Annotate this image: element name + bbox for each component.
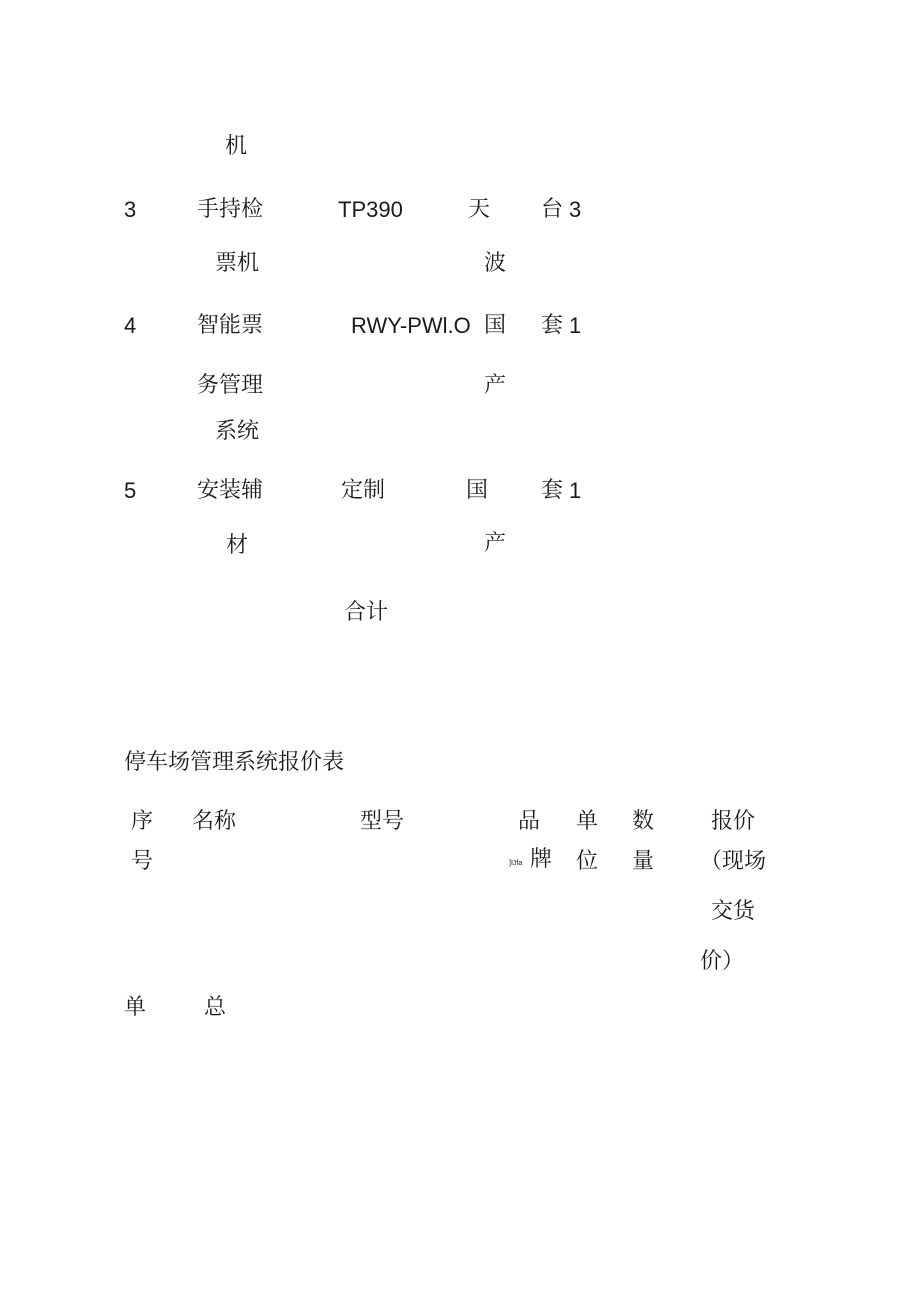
header-model: 型号 <box>360 809 405 834</box>
row-4-unit: 套 <box>541 313 564 338</box>
header-no-line1: 序 <box>131 809 154 834</box>
row-4-no: 4 <box>124 313 137 338</box>
row-3-qty: 3 <box>569 197 582 222</box>
row-fragment-name: 机 <box>225 134 248 159</box>
row-3-brand-line1: 天 <box>468 197 491 222</box>
header-qty-line2: 量 <box>632 849 655 874</box>
header-unit-line2: 位 <box>576 849 599 874</box>
row-4-name-line3: 系统 <box>215 419 260 444</box>
header-price-line2: （现场 <box>700 849 767 874</box>
row-5-brand-line2: 产 <box>484 531 507 556</box>
total-label: 合计 <box>344 600 389 625</box>
row-4-name-line1: 智能票 <box>197 313 264 338</box>
row-5-unit: 套 <box>541 478 564 503</box>
subheader-total-price: 总 <box>204 995 227 1020</box>
row-4-qty: 1 <box>569 313 582 338</box>
header-price-line4: 价） <box>700 949 745 974</box>
row-3-model: TP390 <box>338 197 403 222</box>
row-3-name-line2: 票机 <box>215 251 260 276</box>
row-5-brand-line1: 国 <box>466 478 489 503</box>
header-price-line3: 交货 <box>711 899 756 924</box>
row-3-brand-line2: 波 <box>484 251 507 276</box>
header-no-line2: 号 <box>131 849 154 874</box>
row-3-unit: 台 <box>541 197 564 222</box>
row-3-no: 3 <box>124 197 137 222</box>
row-5-no: 5 <box>124 478 137 503</box>
row-4-name-line2: 务管理 <box>197 373 264 398</box>
row-4-brand-line2: 产 <box>484 373 507 398</box>
header-price-line1: 报价 <box>711 809 756 834</box>
subheader-unit-price: 单 <box>124 995 147 1020</box>
row-5-model: 定制 <box>341 478 386 503</box>
row-3-name-line1: 手持检 <box>197 197 264 222</box>
header-qty-line1: 数 <box>632 809 655 834</box>
header-brand-line1: 品 <box>518 809 541 834</box>
row-5-name-line1: 安装辅 <box>197 478 264 503</box>
header-brand-fragment: ]IJfa <box>509 860 523 867</box>
row-5-qty: 1 <box>569 478 582 503</box>
table2-title: 停车场管理系统报价表 <box>124 750 345 775</box>
row-4-model: RWY-PWl.O <box>351 313 471 338</box>
header-unit-line1: 单 <box>576 809 599 834</box>
row-4-brand-line1: 国 <box>484 313 507 338</box>
header-name: 名称 <box>192 809 237 834</box>
header-brand-line2: 牌 <box>530 847 553 872</box>
row-5-name-line2: 材 <box>226 533 249 558</box>
